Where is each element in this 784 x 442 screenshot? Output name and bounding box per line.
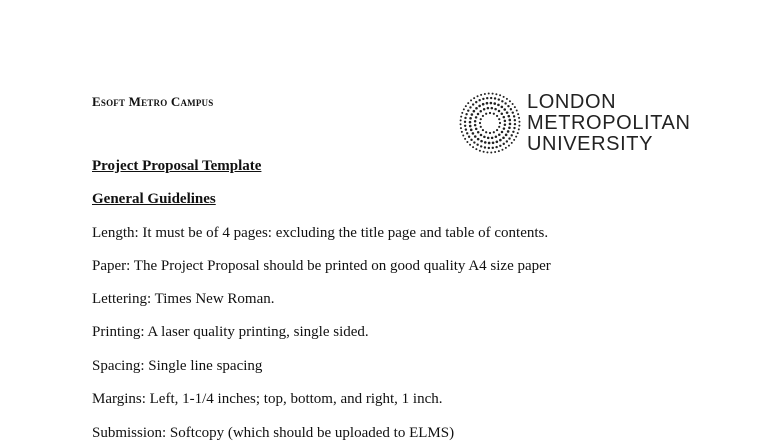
logo-dot [482,129,484,131]
logo-dot [460,116,462,118]
logo-dot [463,108,465,110]
logo-dot [473,110,476,113]
logo-dot [518,125,520,127]
logo-dot [506,111,509,114]
logo-dot [476,144,478,146]
logo-dot [468,136,470,138]
logo-dot [460,119,462,121]
logo-dot [515,136,517,138]
logo-dot [469,106,471,108]
logo-dot [498,98,500,100]
logo-dot [466,132,468,134]
logo-dot [471,113,474,116]
guideline-paper: Paper: The Project Proposal should be printed on good quality A4 size paper [92,258,551,274]
logo-dot [503,143,505,145]
guideline-lettering: Lettering: Times New Roman. [92,291,275,307]
guideline-submission: Submission: Softcopy (which should be uploaded to ELMS) [92,425,455,441]
logo-dot [494,108,497,111]
logo-dot [517,113,519,115]
logo-dot [483,136,486,139]
logo-dot [487,137,490,140]
logo-dot [513,115,515,117]
logo-dot [507,115,510,118]
logo-dot [484,93,486,95]
logo-dot [482,103,485,106]
logo-dot [507,105,509,107]
logo-dot [499,145,501,147]
logo-dot [470,139,472,141]
logo-dot [460,123,462,125]
logo-dot [474,135,477,138]
logo-dot [488,147,490,149]
logo-dot [511,142,513,144]
logo-dot [477,95,479,97]
university-logo [458,91,708,155]
logo-dot [518,121,520,123]
logo-dot [508,137,510,139]
logo-dot [474,120,477,123]
dotted-circle-logo-icon [458,91,522,155]
logo-dot [489,112,491,114]
logo-dot [475,101,477,103]
logo-dot [472,146,474,148]
logo-dot [512,103,514,105]
guideline-margins: Margins: Left, 1-1/4 inches; top, bottom, and right, 1 inch. [92,391,443,407]
logo-dot [514,119,516,121]
logo-dot [487,107,490,110]
logo-dot [504,102,506,104]
logo-line-1: LONDON [527,91,617,113]
logo-dot [485,113,487,115]
logo-dot [464,138,466,140]
logo-dot [512,131,514,133]
logo-dot [462,134,464,136]
logo-dot [475,148,477,150]
logo-dot [498,118,500,120]
logo-dot [479,122,481,124]
campus-name: Esoft Metro Campus [92,94,214,109]
logo-dot [502,136,505,139]
logo-dot [467,102,469,104]
logo-dot [501,100,503,102]
logo-dot [470,129,473,132]
logo-dot [480,145,482,147]
logo-dot [469,125,472,128]
logo-dot [482,115,484,117]
logo-line-2: METROPOLITAN [527,112,691,134]
guideline-spacing: Spacing: Single line spacing [92,358,263,374]
logo-dot [508,126,511,129]
logo-dot [505,134,508,137]
logo-dot [492,93,494,95]
logo-dot [518,117,520,119]
logo-dot [516,110,518,112]
logo-dot [472,132,475,135]
logo-dot [493,102,496,105]
logo-dot [480,118,482,120]
logo-dot [465,128,467,130]
logo-dot [472,103,474,105]
logo-dot [514,123,516,125]
logo-dot [506,140,508,142]
logo-dot [495,136,498,139]
logo-dot [495,93,497,95]
logo-dot [512,111,514,113]
logo-dot [503,127,506,130]
logo-dot [467,109,469,111]
logo-dot [508,119,511,122]
logo-dot [513,127,515,129]
logo-dot [493,131,495,133]
logo-dot [488,93,490,95]
logo-dot [469,144,471,146]
logo-dot [503,96,505,98]
logo-dot [461,131,463,133]
logo-dot [480,94,482,96]
logo-dot [466,141,468,143]
section-heading: General Guidelines [92,191,216,207]
logo-dot [504,120,507,123]
document-title: Project Proposal Template [92,158,262,174]
logo-dot [490,102,493,105]
logo-dot [475,128,478,131]
logo-dot [460,127,462,129]
logo-dot [490,97,492,99]
logo-dot [486,151,488,153]
logo-dot [508,145,510,147]
logo-dot [517,132,519,134]
logo-dot [475,116,478,119]
logo-dot [498,110,501,113]
logo-dot [483,108,486,111]
logo-dot [501,106,504,109]
logo-dot [499,94,501,96]
logo-dot [498,134,501,137]
logo-line-3: UNIVERSITY [527,133,654,155]
logo-dot [501,149,503,151]
logo-dot [496,115,498,117]
logo-dot [486,102,489,105]
logo-dot [470,99,472,101]
logo-dot [491,137,494,140]
guideline-length: Length: It must be of 4 pages: excluding the title page and table of contents. [92,225,549,241]
logo-dot [464,117,466,119]
logo-dot [492,147,494,149]
logo-dot [494,97,496,99]
logo-dot [477,131,480,134]
logo-dot [501,112,504,115]
logo-dot [482,98,484,100]
logo-dot [478,99,480,101]
logo-dot [504,124,507,127]
logo-dot [480,126,482,128]
logo-dot [498,126,500,128]
logo-dot [477,113,480,116]
logo-dot [480,134,483,137]
logo-dot [494,151,496,153]
logo-dot [492,141,495,144]
logo-dot [498,150,500,152]
logo-dot [465,113,467,115]
logo-dot [509,123,512,126]
logo-dot [505,147,507,149]
logo-dot [506,98,508,100]
logo-dot [509,100,511,102]
logo-dot [477,138,480,141]
logo-dot [479,110,482,113]
logo-dot [503,108,506,111]
logo-dot [490,151,492,153]
logo-dot [518,128,520,130]
logo-dot [474,124,477,127]
logo-dot [464,121,466,123]
logo-dot [480,140,483,143]
logo-dot [496,129,498,131]
logo-dot [513,139,515,141]
logo-dot [497,104,500,107]
logo-dot [485,131,487,133]
logo-dot [479,150,481,152]
logo-dot [478,105,481,108]
logo-dot [489,132,491,134]
logo-dot [496,140,499,143]
logo-dot [493,113,495,115]
logo-dot [465,105,467,107]
logo-dot [473,97,475,99]
logo-dot [473,141,475,143]
logo-dot [469,117,472,120]
logo-dot [483,151,485,153]
logo-dot [503,116,506,119]
logo-dot [499,139,502,142]
logo-dot [461,112,463,114]
logo-dot [511,134,513,136]
logo-dot [475,107,478,110]
logo-dot [464,125,466,127]
logo-dot [486,97,488,99]
logo-dot [499,122,501,124]
logo-dot [484,141,487,144]
logo-dot [507,130,510,133]
logo-dot [501,131,504,134]
logo-dot [469,121,472,124]
logo-dot [495,146,497,148]
logo-dot [491,107,494,110]
logo-dot [510,108,512,110]
university-logo-text [527,92,691,155]
logo-dot [488,142,491,145]
logo-dot [514,106,516,108]
logo-dot [484,146,486,148]
guideline-printing: Printing: A laser quality printing, single sided. [92,324,369,340]
